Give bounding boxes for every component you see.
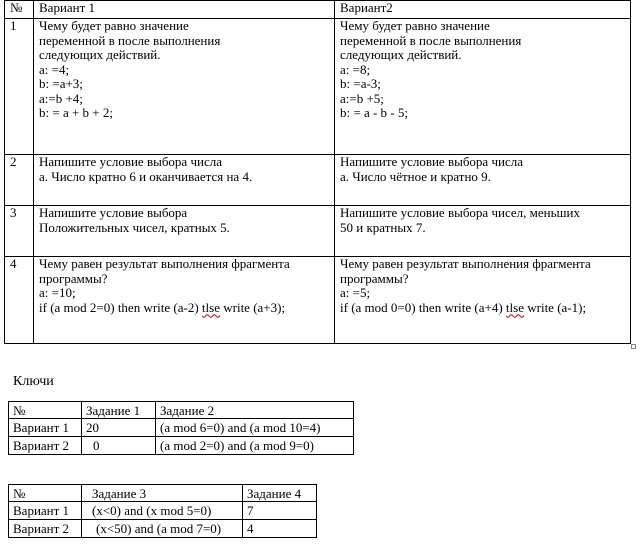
keys-title: Ключи <box>13 374 54 389</box>
col-header: Задание 2 <box>156 402 354 419</box>
line: программы? <box>340 270 409 286</box>
col-header-variant-1: Вариант 1 <box>34 1 335 19</box>
task-row-1 <box>5 19 631 155</box>
variant-label: Вариант 2 <box>9 437 82 455</box>
keys-1-row-1 <box>9 419 354 437</box>
spellcheck-word: tlse <box>201 299 220 315</box>
task-number: 1 <box>5 19 34 155</box>
variant-label: Вариант 1 <box>9 419 82 437</box>
keys-2-row-2 <box>9 520 317 538</box>
col-header-number: № <box>5 1 34 19</box>
line: а. Число чётное и кратно 9. <box>340 168 491 184</box>
answer-cell: (x<0) and (x mod 5=0) <box>82 502 243 520</box>
line: b: =a+3; <box>39 76 83 91</box>
task-3-variant-2 <box>335 206 631 257</box>
line: Напишите условие выбора <box>39 205 188 220</box>
line: Чему будет равно значение <box>39 18 189 33</box>
code-part: if (a mod 0=0) then write (a+4) <box>340 299 506 315</box>
task-2-variant-1 <box>34 155 335 206</box>
spellcheck-word: tlse <box>505 299 524 315</box>
code-part: if (a mod 2=0) then write (a-2) <box>39 299 202 315</box>
keys-table-2 <box>8 484 317 538</box>
line: Чему равен результат выполнения фрагмента <box>340 256 591 271</box>
answer-cell: 4 <box>243 520 317 538</box>
line: b: = a + b + 2; <box>39 105 113 120</box>
line: a: =5; <box>340 285 371 300</box>
code-line <box>39 301 334 316</box>
tasks-header-row <box>5 1 631 19</box>
keys-2-row-1 <box>9 502 317 520</box>
line: Напишите условие выбора числа <box>340 154 523 169</box>
line: а. Число кратно 6 и оканчивается на 4. <box>39 168 253 184</box>
code-line <box>340 301 630 316</box>
task-4-variant-2 <box>335 257 631 344</box>
task-2-variant-2 <box>335 155 631 206</box>
task-3-variant-1 <box>34 206 335 257</box>
line: Чему равен результат выполнения фрагмента <box>39 256 290 271</box>
line: переменной в после выполнения <box>39 32 221 48</box>
keys-1-header <box>9 402 354 419</box>
line: следующих действий. <box>39 47 161 62</box>
keys-1-row-2 <box>9 437 354 455</box>
col-header-variant-2: Вариант2 <box>335 1 631 19</box>
line: a:=b +5; <box>340 90 384 106</box>
keys-2-header <box>9 485 317 502</box>
task-number: 2 <box>5 155 34 206</box>
line: Напишите условие выбора числа <box>39 154 222 169</box>
table-resize-handle[interactable] <box>631 344 636 349</box>
line: a:=b +4; <box>39 90 83 106</box>
task-number: 3 <box>5 206 34 257</box>
line: переменной в после выполнения <box>340 32 522 48</box>
answer-cell: (x<50) and (a mod 7=0) <box>82 520 243 538</box>
task-row-2 <box>5 155 631 206</box>
variant-label: Вариант 1 <box>9 502 82 520</box>
answer-cell: (a mod 2=0) and (a mod 9=0) <box>156 437 354 455</box>
code-part: write (a+3); <box>219 299 286 315</box>
col-header: Задание 3 <box>82 485 243 502</box>
keys-table-1 <box>8 401 354 455</box>
task-1-variant-2 <box>335 19 631 155</box>
line: Чему будет равно значение <box>340 18 490 33</box>
col-header: Задание 1 <box>82 402 156 419</box>
answer-cell: (a mod 6=0) and (a mod 10=4) <box>156 419 354 437</box>
line: a: =8; <box>340 61 371 77</box>
col-header: Задание 4 <box>243 485 317 502</box>
line: a: =4; <box>39 61 70 77</box>
answer-cell: 0 <box>82 437 156 455</box>
line: Напишите условие выбора чисел, меньших <box>340 205 580 220</box>
code-part: write (a-1); <box>523 299 587 315</box>
col-header: № <box>9 402 82 419</box>
variant-label: Вариант 2 <box>9 520 82 538</box>
tasks-table <box>4 0 631 344</box>
task-1-variant-1 <box>34 19 335 155</box>
line: a: =10; <box>39 285 76 300</box>
line: программы? <box>39 270 108 286</box>
answer-cell: 20 <box>82 419 156 437</box>
line: Положительных чисел, кратных 5. <box>39 219 230 235</box>
line: b: =a-3; <box>340 76 381 91</box>
col-header: № <box>9 485 82 502</box>
task-number: 4 <box>5 257 34 344</box>
line: следующих действий. <box>340 47 462 62</box>
task-4-variant-1 <box>34 257 335 344</box>
line: b: = a - b - 5; <box>340 105 408 120</box>
answer-cell: 7 <box>243 502 317 520</box>
task-row-3 <box>5 206 631 257</box>
line: 50 и кратных 7. <box>340 219 426 235</box>
task-row-4 <box>5 257 631 344</box>
